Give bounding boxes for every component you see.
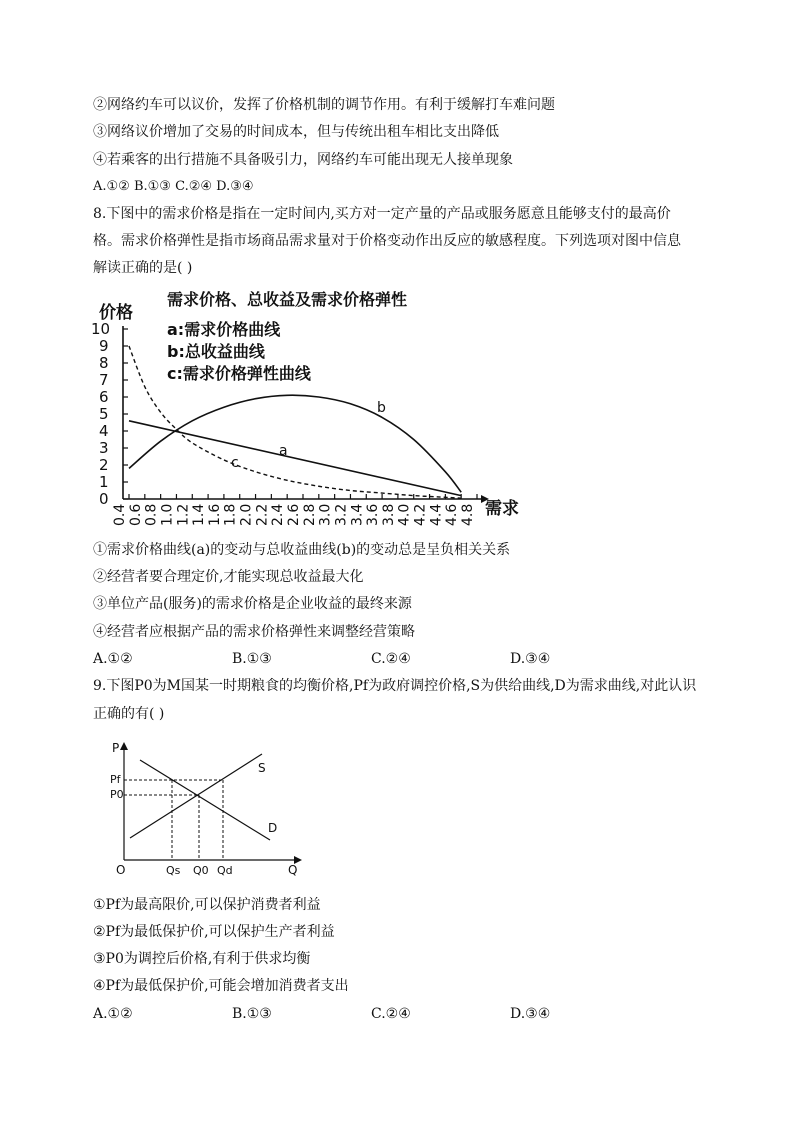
x-tick-label: 4.0 [396, 503, 413, 526]
q9-statement-4: ④Pf为最低保护价,可能会增加消费者支出 [93, 978, 349, 994]
q8-stem-line-3: 解读正确的是( ) [93, 260, 193, 276]
x-tick-label: 3.0 [317, 503, 334, 526]
q9-statement-3: ③P0为调控后价格,有利于供求均衡 [93, 951, 311, 967]
q8-statement-3: ③单位产品(服务)的需求价格是企业收益的最终来源 [93, 596, 412, 612]
q8-option-b: B.①③ [232, 651, 272, 667]
chart-legend-c: c:需求价格弹性曲线 [167, 364, 311, 383]
x-tick-label: 0.4 [112, 503, 128, 526]
x-tick-label: 1.6 [206, 503, 223, 526]
q7-options: A.①② B.①③ C.②④ D.③④ [93, 179, 254, 194]
y-tick-label: 1 [99, 473, 109, 491]
y-tick-label: 3 [99, 439, 109, 457]
x-tick-label: 3.2 [333, 503, 350, 526]
chart-y-label: 价格 [99, 303, 133, 323]
demand-label: D [268, 821, 278, 835]
q9-stem-line-1 [93, 676, 696, 696]
x-tick-label: 1.2 [175, 503, 192, 526]
qd-label: Qd [217, 864, 233, 877]
y-tick-label: 6 [99, 388, 109, 406]
chart-legend-b: b:总收益曲线 [167, 342, 265, 361]
x-tick-label: 2.2 [254, 503, 271, 526]
p-axis-label: P [112, 741, 120, 755]
q9-option-d: D.③④ [510, 1006, 551, 1022]
x-tick-label: 4.2 [412, 503, 429, 526]
q-axis-label: Q [288, 863, 298, 877]
q7-statement-3: ③网络议价增加了交易的时间成本，但与传统出租车相比支出降低 [93, 124, 499, 140]
x-tick-label: 0.8 [143, 503, 160, 526]
q8-stem-line-2: 格。需求价格弹性是指市场商品需求量对于价格变动作出反应的敏感程度。下列选项对图中信息 [93, 233, 681, 249]
q9-option-a: A.①② [93, 1006, 133, 1022]
pf-label: Pf [110, 773, 121, 786]
q9-statement-1: ①Pf为最高限价,可以保护消费者利益 [93, 897, 321, 913]
q8-statement-1: ①需求价格曲线(a)的变动与总收益曲线(b)的变动总是呈负相关关系 [93, 542, 511, 558]
x-tick-label: 3.4 [349, 503, 366, 526]
curve-label-c: c [231, 455, 239, 471]
q8-statement-4: ④经营者应根据产品的需求价格弹性来调整经营策略 [93, 624, 415, 640]
x-tick-label: 4.8 [460, 503, 476, 526]
x-tick-label: 3.8 [380, 503, 397, 526]
q8-stem-line-1: 8.下图中的需求价格是指在一定时间内,买方对一定产量的产品或服务愿意且能够支付的最高价 [93, 206, 671, 222]
y-tick-label: 2 [99, 456, 109, 474]
q8-option-c: C.②④ [371, 651, 411, 667]
q9-stem-line-2: 正确的有( ) [93, 706, 165, 722]
q7-statement-2: ②网络约车可以议价，发挥了价格机制的调节作用。有利于缓解打车难问题 [93, 97, 555, 113]
y-tick-label: 4 [99, 422, 109, 440]
x-tick-label: 2.8 [301, 503, 318, 526]
origin-label: O [116, 863, 126, 877]
supply-label: S [258, 761, 266, 775]
qs-label: Qs [166, 864, 181, 877]
series-b-line [129, 395, 461, 492]
y-tick-label: 8 [99, 354, 109, 372]
q7-statement-4: ④若乘客的出行措施不具备吸引力，网络约车可能出现无人接单现象 [93, 152, 513, 168]
chart-title: 需求价格、总收益及需求价格弹性 [167, 290, 408, 309]
q8-chart [85, 282, 525, 532]
y-tick-label: 5 [99, 405, 109, 423]
y-tick-label: 9 [99, 337, 109, 355]
q8-option-a: A.①② [93, 651, 133, 667]
y-tick-label: 7 [99, 371, 109, 389]
q8-option-d: D.③④ [510, 651, 551, 667]
q9-option-c: C.②④ [371, 1006, 411, 1022]
x-tick-label: 2.0 [238, 503, 255, 526]
p0-label: P0 [110, 788, 124, 801]
p-axis-arrow [120, 742, 128, 750]
q9-statement-2: ②Pf为最低保护价,可以保护生产者利益 [93, 924, 335, 940]
x-tick-label: 1.0 [159, 503, 176, 526]
q9-supply-demand-diagram [110, 740, 310, 880]
x-tick-label: 4.4 [428, 503, 445, 526]
q8-statement-2: ②经营者要合理定价,才能实现总收益最大化 [93, 569, 364, 585]
curve-label-a: a [279, 443, 288, 459]
chart-legend-a: a:需求价格曲线 [167, 320, 281, 339]
curve-label-b: b [377, 400, 386, 416]
x-tick-label: 1.4 [191, 503, 208, 526]
x-tick-label: 2.6 [286, 503, 302, 526]
y-tick-label: 10 [91, 320, 111, 338]
x-tick-label: 0.6 [127, 503, 144, 526]
q9-stem-text: 9.下图P0为M国某一时期粮食的均衡价格,Pf为政府调控价格,S为供给曲线,D为需求曲线,对此认识 [93, 678, 697, 694]
demand-curve [140, 760, 270, 840]
chart-x-label: 需求 [485, 499, 519, 519]
x-tick-label: 3.6 [365, 503, 382, 526]
x-tick-label: 1.8 [222, 503, 239, 526]
x-tick-label: 2.4 [270, 503, 287, 526]
x-tick-label: 4.6 [444, 503, 461, 526]
y-tick-label: 0 [99, 490, 109, 508]
q0-label: Q0 [193, 864, 209, 877]
q9-option-b: B.①③ [232, 1006, 272, 1022]
